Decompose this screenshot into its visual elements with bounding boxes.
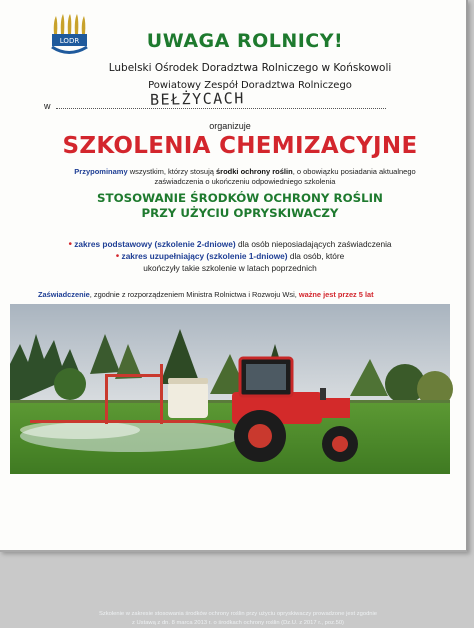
subtitle-line-1: STOSOWANIE ŚRODKÓW OCHRONY ROŚLIN: [97, 191, 383, 205]
scope-supplementary-title: zakres uzupełniający (szkolenie 1-dniowe): [121, 251, 288, 261]
legal-note-line-2: z Ustawą z dn. 8 marca 2013 r. o środkach ochrony roślin (Dz.U. z 2017 r., poz.50): [131, 620, 344, 626]
team-name: Powiatowy Zespół Doradztwa Rolniczego: [148, 80, 352, 91]
poster-title: UWAGA ROLNICY!: [146, 30, 344, 52]
bullet-icon: •: [68, 239, 72, 250]
scope-supplementary: [0, 251, 460, 262]
certificate-text: , zgodnie z rozporządzeniem Ministra Rolnictwa i Rozwoju Wsi,: [89, 290, 299, 299]
scope-supplementary-text: dla osób, które: [287, 251, 345, 261]
legal-note-line-1: Szkolenie w zakresie stosowania środków ochrony roślin przy użyciu opryskiwaczy prowadzone jest zgodnie: [98, 611, 378, 617]
reminder-lead: Przypominamy: [74, 167, 128, 176]
ldr-logo-icon: [48, 14, 90, 58]
in-label: w: [44, 101, 51, 111]
organizes-label: organizuje: [209, 121, 251, 131]
bullet-icon: •: [115, 251, 120, 262]
training-subtitle: [40, 191, 440, 221]
tractor-photo-illustration: [10, 304, 450, 474]
certificate-note: [38, 290, 438, 299]
fill-in-line: [56, 108, 386, 109]
scope-basic-title: zakres podstawowy (szkolenie 2-dniowe): [74, 239, 236, 249]
certificate-label: Zaświadczenie: [38, 290, 90, 299]
location-handwritten: BEŁŻYCACH: [149, 89, 245, 109]
reminder-pesticides: środki ochrony roślin: [216, 167, 293, 176]
reminder-text-1: wszystkim, którzy stosują: [127, 167, 216, 176]
subtitle-line-2: PRZY UŻYCIU OPRYSKIWACZY: [141, 206, 339, 220]
reminder-paragraph: [60, 167, 430, 187]
training-title: SZKOLENIA CHEMIZACYJNE: [62, 133, 418, 159]
svg-text:LODR: LODR: [59, 37, 80, 45]
reminder-text-2: , o obowiązku posiadania aktualnego zaświadczenia o ukończeniu odpowiedniego szkolenia: [154, 167, 416, 186]
scope-basic-text: dla osób nieposiadających zaświadczenia: [235, 239, 392, 249]
tractor-sprayer-photo: [10, 304, 450, 626]
certificate-validity: ważne jest przez 5 lat: [298, 290, 374, 299]
organization-name: Lubelski Ośrodek Doradztwa Rolniczego w Końskowoli: [108, 62, 392, 74]
scope-supplementary-continued: ukończyły takie szkolenie w latach poprzednich: [143, 263, 317, 273]
legal-basis-note: [48, 610, 428, 628]
scope-basic: [0, 239, 460, 250]
